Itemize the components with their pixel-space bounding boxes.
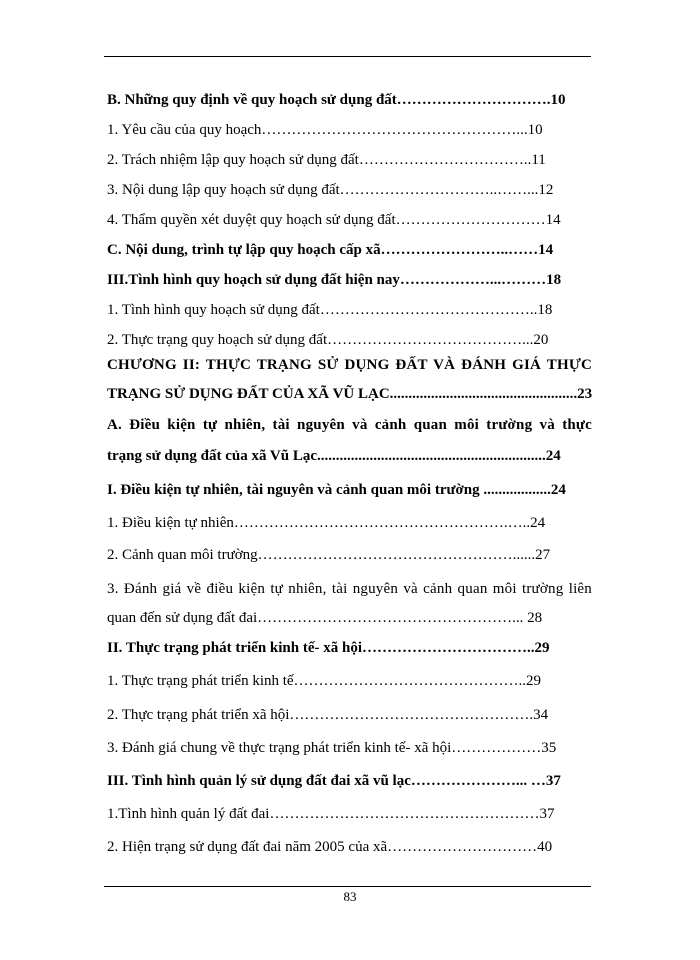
toc-entry: 1. Thực trạng phát triển kinh tế………………………………………..29	[107, 673, 542, 689]
toc-entry: III. Tình hình quản lý sử dụng đất đai xã vũ lạc…………………... …37	[107, 773, 561, 789]
toc-entry: 2. Thực trạng quy hoạch sử dụng đất…………………………………...20	[107, 332, 549, 348]
toc-entry: 2. Thực trạng phát triển xã hội………………………………………….34	[107, 707, 549, 723]
header-rule	[104, 56, 591, 57]
toc-entry: 1. Yêu cầu của quy hoạch……………………………………………...10	[107, 122, 543, 138]
toc-entry: quan đến sử dụng đất đai……………………………………………... 28	[107, 610, 543, 626]
toc-entry: 2. Hiện trạng sử dụng đất đai năm 2005 của xã…………………………40	[107, 839, 553, 855]
toc-entry: 4. Thẩm quyền xét duyệt quy hoạch sử dụng đất…………………………14	[107, 212, 561, 228]
toc-entry: trạng sử dụng đất của xã Vũ Lạc.............................................................24	[107, 448, 561, 464]
toc-entry: C. Nội dung, trình tự lập quy hoạch cấp xã……………………..……14	[107, 242, 554, 258]
toc-entry: 2. Trách nhiệm lập quy hoạch sử dụng đất……………………………..11	[107, 152, 546, 168]
toc-entry: 3. Nội dung lập quy hoạch sử dụng đất…………………………..……...12	[107, 182, 554, 198]
toc-entry: 1. Điều kiện tự nhiên……………………………………………….…..24	[107, 515, 546, 531]
toc-entry: 2. Cảnh quan môi trường……………………………………………......27	[107, 547, 551, 563]
toc-entry: A. Điều kiện tự nhiên, tài nguyên và cảnh quan môi trường và thực	[107, 417, 592, 433]
toc-entry: 3. Đánh giá chung về thực trạng phát triển kinh tế- xã hội………………35	[107, 740, 557, 756]
toc-entry: III.Tình hình quy hoạch sử dụng đất hiện nay………………...………18	[107, 272, 562, 288]
page-number: 83	[343, 889, 357, 904]
toc-entry: B. Những quy định về quy hoạch sử dụng đất………………………….10	[107, 92, 566, 108]
toc-entry: II. Thực trạng phát triển kinh tế- xã hội……………………………..29	[107, 640, 550, 656]
footer-rule	[104, 886, 591, 887]
toc-entry: 1.Tình hình quản lý đất đai………………………………………………37	[107, 806, 555, 822]
toc-entry: I. Điều kiện tự nhiên, tài nguyên và cảnh quan môi trường ..................24	[107, 482, 566, 498]
toc-entry: 3. Đánh giá về điều kiện tự nhiên, tài nguyên và cảnh quan môi trường liên	[107, 581, 592, 597]
toc-entry: CHƯƠNG II: THỰC TRẠNG SỬ DỤNG ĐẤT VÀ ĐÁNH GIÁ THỰC	[107, 357, 592, 373]
toc-entry: 1. Tình hình quy hoạch sử dụng đất……………………………………..18	[107, 302, 553, 318]
toc-entry: TRẠNG SỬ DỤNG ĐẤT CỦA XÃ VŨ LẠC..................................................23	[107, 386, 592, 402]
